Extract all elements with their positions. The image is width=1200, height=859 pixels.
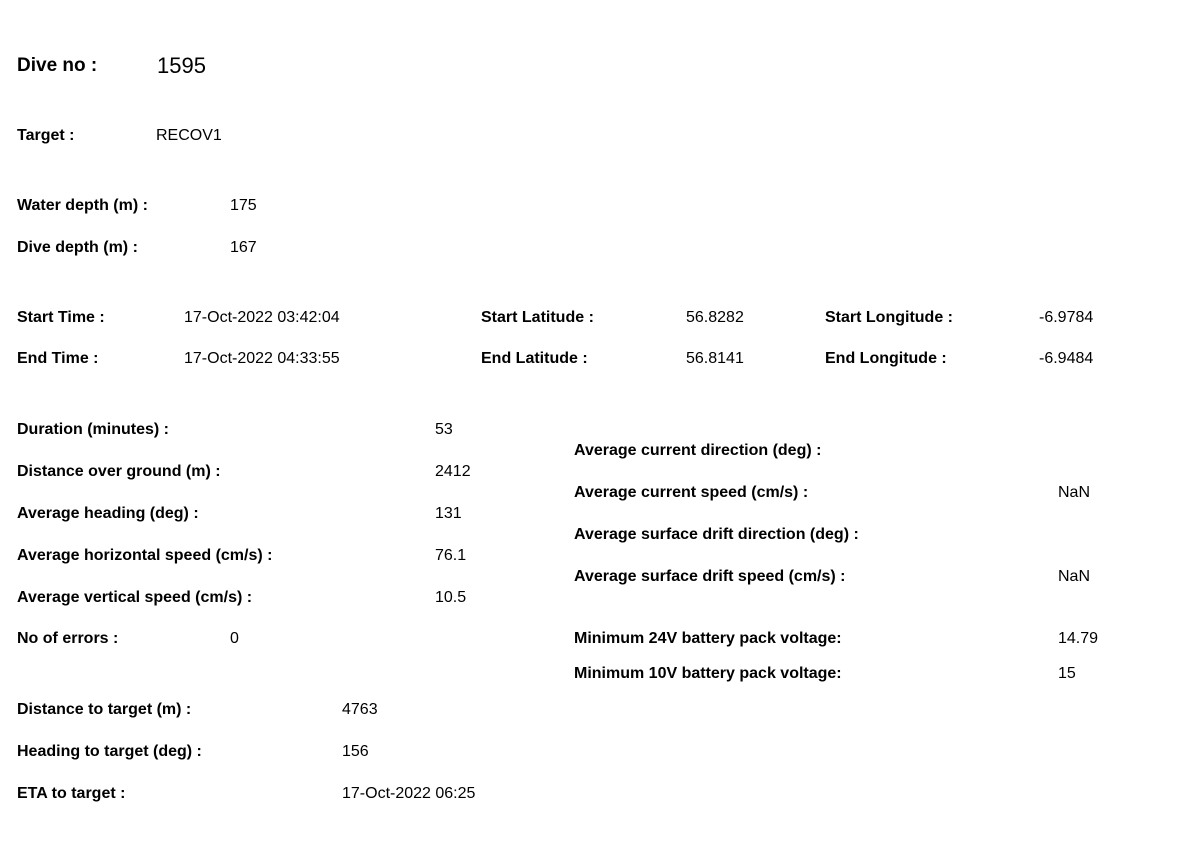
target-label: Target : <box>17 127 75 144</box>
average-surface-drift-direction-label: Average surface drift direction (deg) : <box>574 526 859 543</box>
start-time-label: Start Time : <box>17 309 105 326</box>
end-latitude-value: 56.8141 <box>686 350 744 367</box>
distance-to-target-value: 4763 <box>342 701 378 718</box>
duration-label: Duration (minutes) : <box>17 421 169 438</box>
start-longitude-label: Start Longitude : <box>825 309 953 326</box>
battery-24v-label: Minimum 24V battery pack voltage: <box>574 630 842 647</box>
dive-depth-value: 167 <box>230 239 257 256</box>
water-depth-label: Water depth (m) : <box>17 197 148 214</box>
distance-over-ground-value: 2412 <box>435 463 471 480</box>
average-heading-label: Average heading (deg) : <box>17 505 199 522</box>
end-longitude-value: -6.9484 <box>1039 350 1094 367</box>
dive-no-label: Dive no : <box>17 55 98 76</box>
average-surface-drift-speed-value: NaN <box>1058 568 1091 585</box>
average-current-speed-label: Average current speed (cm/s) : <box>574 484 809 501</box>
average-heading-value: 131 <box>435 505 462 522</box>
battery-24v-value: 14.79 <box>1058 630 1099 647</box>
dive-depth-label: Dive depth (m) : <box>17 239 138 256</box>
start-longitude-value: -6.9784 <box>1039 309 1094 326</box>
heading-to-target-label: Heading to target (deg) : <box>17 743 202 760</box>
dive-no-value: 1595 <box>157 53 206 78</box>
end-longitude-label: End Longitude : <box>825 350 947 367</box>
eta-to-target-value: 17-Oct-2022 06:25 <box>342 785 476 802</box>
average-horizontal-speed-label: Average horizontal speed (cm/s) : <box>17 547 273 564</box>
water-depth-value: 175 <box>230 197 257 214</box>
distance-over-ground-label: Distance over ground (m) : <box>17 463 221 480</box>
end-time-label: End Time : <box>17 350 99 367</box>
average-surface-drift-speed-label: Average surface drift speed (cm/s) : <box>574 568 846 585</box>
average-vertical-speed-value: 10.5 <box>435 589 467 606</box>
start-latitude-label: Start Latitude : <box>481 309 594 326</box>
distance-to-target-label: Distance to target (m) : <box>17 701 192 718</box>
errors-value: 0 <box>230 630 239 647</box>
heading-to-target-value: 156 <box>342 743 369 760</box>
start-latitude-value: 56.8282 <box>686 309 744 326</box>
duration-value: 53 <box>435 421 453 438</box>
start-time-value: 17-Oct-2022 03:42:04 <box>184 309 340 326</box>
eta-to-target-label: ETA to target : <box>17 785 126 802</box>
average-current-direction-label: Average current direction (deg) : <box>574 442 822 459</box>
battery-10v-value: 15 <box>1058 665 1076 682</box>
target-value: RECOV1 <box>156 127 222 144</box>
battery-10v-label: Minimum 10V battery pack voltage: <box>574 665 842 682</box>
end-time-value: 17-Oct-2022 04:33:55 <box>184 350 340 367</box>
average-vertical-speed-label: Average vertical speed (cm/s) : <box>17 589 253 606</box>
average-horizontal-speed-value: 76.1 <box>435 547 467 564</box>
average-current-speed-value: NaN <box>1058 484 1091 501</box>
end-latitude-label: End Latitude : <box>481 350 588 367</box>
errors-label: No of errors : <box>17 630 119 647</box>
